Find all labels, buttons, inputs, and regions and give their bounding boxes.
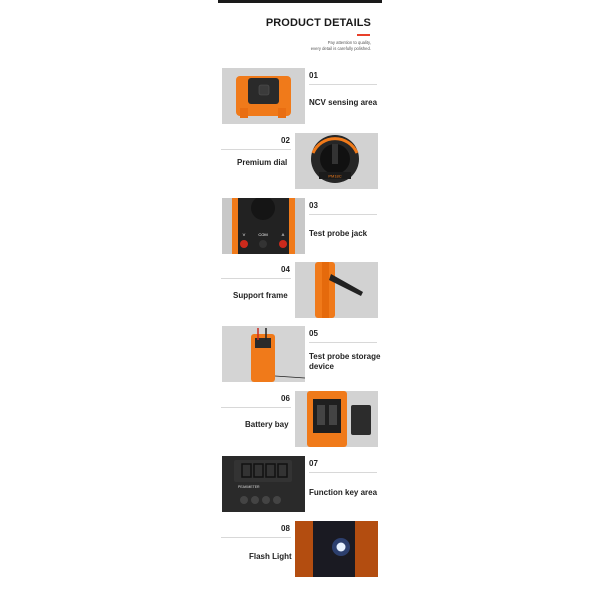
feature-row-ncv — [218, 68, 382, 126]
dial-photo — [295, 133, 378, 189]
feature-divider — [221, 537, 291, 538]
feature-divider — [309, 472, 377, 473]
dial-model-text: PM18C — [328, 173, 342, 179]
feature-divider — [221, 149, 291, 150]
ncv-photo — [222, 68, 305, 124]
flashlight-photo — [295, 521, 378, 577]
top-divider — [218, 0, 382, 3]
feature-label: Flash Light — [249, 552, 292, 561]
feature-row-flashlight — [218, 521, 382, 579]
feature-label: Support frame — [233, 291, 288, 300]
display-brand-text: PEAKMETER — [238, 485, 260, 489]
feature-divider — [221, 278, 291, 279]
feature-number: 04 — [281, 265, 290, 274]
feature-divider — [309, 214, 377, 215]
probe-storage-photo — [222, 326, 305, 382]
feature-divider — [309, 84, 377, 85]
feature-row-probe-storage — [218, 326, 382, 384]
function-keys-photo — [222, 456, 305, 512]
jack-v-label: V — [242, 232, 246, 237]
feature-label: Premium dial — [237, 158, 288, 167]
jack-com-label: COM — [258, 232, 268, 237]
feature-divider — [221, 407, 291, 408]
feature-label: Test probe jack — [309, 229, 368, 238]
page-title: PRODUCT DETAILS — [265, 17, 371, 29]
feature-label: Test probe storage device — [309, 352, 381, 371]
feature-row-support — [218, 262, 382, 320]
feature-label: Function key area — [309, 488, 378, 497]
feature-row-function-keys — [218, 456, 382, 514]
feature-row-jack — [218, 198, 382, 256]
feature-row-dial — [218, 133, 382, 191]
feature-number: 02 — [281, 136, 290, 145]
feature-number: 07 — [309, 459, 318, 468]
feature-number: 08 — [281, 524, 290, 533]
page-subtitle: Pay attention to quality, every detail is carefully polished. — [310, 40, 371, 51]
feature-label: Battery bay — [245, 420, 289, 429]
battery-photo — [295, 391, 378, 447]
feature-label: NCV sensing area — [309, 98, 378, 107]
jack-a-label: A — [281, 232, 285, 237]
feature-number: 01 — [309, 71, 318, 80]
feature-number: 05 — [309, 329, 318, 338]
feature-divider — [309, 342, 377, 343]
support-photo — [295, 262, 378, 318]
feature-number: 06 — [281, 394, 290, 403]
feature-row-battery — [218, 391, 382, 449]
feature-number: 03 — [309, 201, 318, 210]
jack-photo — [222, 198, 305, 254]
title-accent-bar — [357, 34, 370, 36]
